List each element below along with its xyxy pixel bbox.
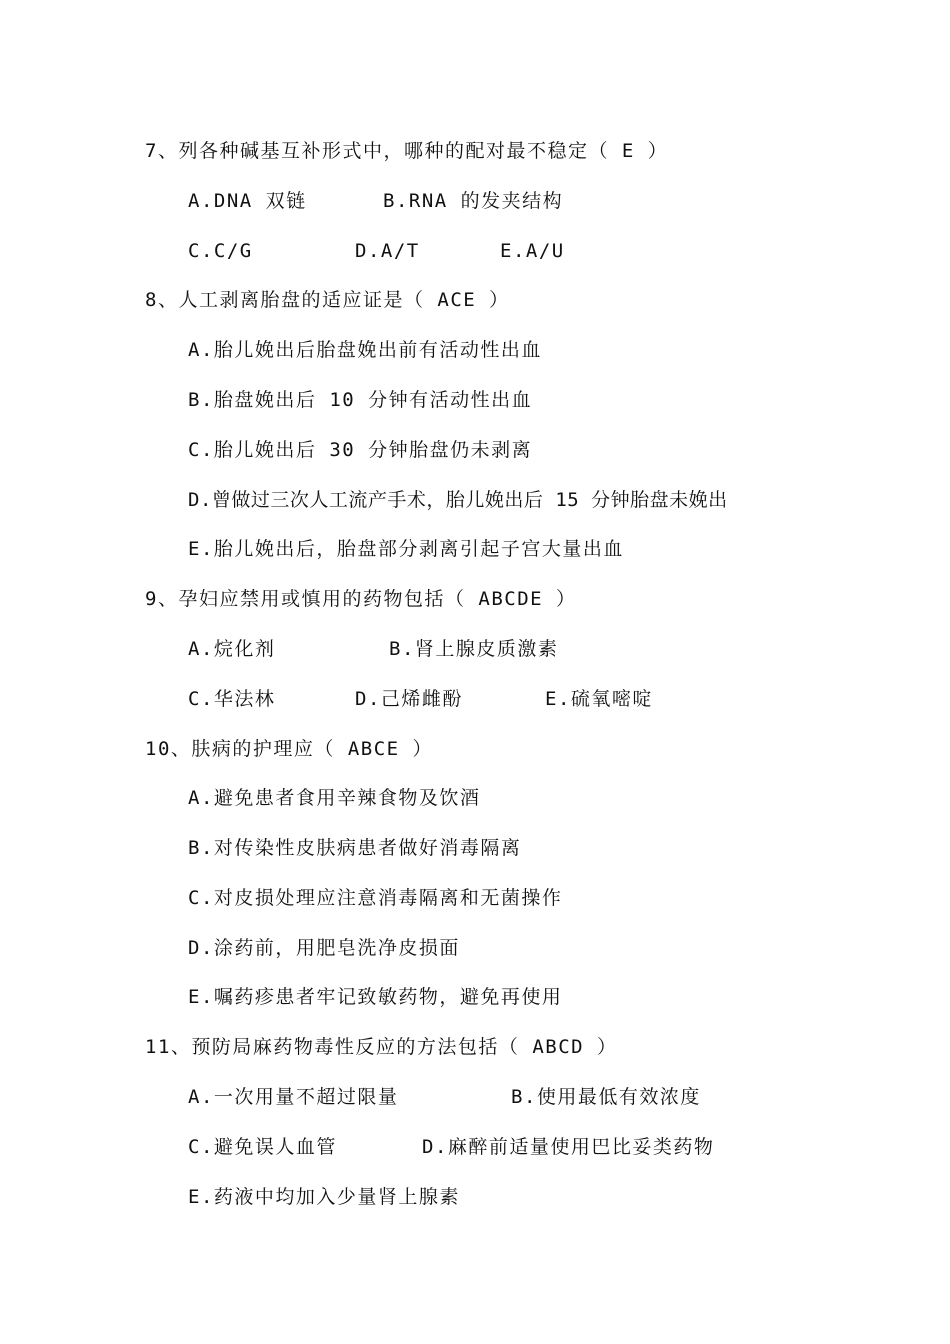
question-7-option-e: E.A/U — [500, 240, 565, 262]
question-8-option-a: A.胎儿娩出后胎盘娩出前有活动性出血 — [188, 339, 542, 361]
question-9-option-a: A.烷化剂 — [188, 638, 276, 660]
question-10-option-e: E.嘱药疹患者牢记致敏药物，避免再使用 — [188, 986, 563, 1008]
question-7-option-a: A.DNA 双链 — [188, 190, 307, 212]
question-11-option-b: B.使用最低有效浓度 — [511, 1086, 701, 1108]
question-11-option-e: E.药液中均加入少量肾上腺素 — [188, 1186, 460, 1208]
question-7-stem: 7、列各种碱基互补形式中，哪种的配对最不稳定（ E ） — [145, 140, 669, 162]
question-8-option-c: C.胎儿娩出后 30 分钟胎盘仍未剥离 — [188, 439, 533, 461]
question-11-option-c: C.避免误人血管 — [188, 1136, 337, 1158]
question-8-option-d: D.曾做过三次人工流产手术，胎儿娩出后 15 分钟胎盘未娩出 — [188, 489, 728, 511]
question-10-option-d: D.涂药前，用肥皂洗净皮损面 — [188, 937, 460, 959]
question-7-option-c: C.C/G — [188, 240, 253, 262]
question-8-stem: 8、人工剥离胎盘的适应证是（ ACE ） — [145, 289, 510, 311]
question-9-option-d: D.己烯雌酚 — [355, 688, 463, 710]
question-10-option-b: B.对传染性皮肤病患者做好消毒隔离 — [188, 837, 522, 859]
question-11-stem: 11、预防局麻药物毒性反应的方法包括（ ABCD ） — [145, 1036, 618, 1058]
question-11-option-d: D.麻醉前适量使用巴比妥类药物 — [422, 1136, 715, 1158]
question-10-option-c: C.对皮损处理应注意消毒隔离和无菌操作 — [188, 887, 563, 909]
question-8-option-e: E.胎儿娩出后，胎盘部分剥离引起子宫大量出血 — [188, 538, 624, 560]
question-9-option-b: B.肾上腺皮质激素 — [389, 638, 559, 660]
question-9-stem: 9、孕妇应禁用或慎用的药物包括（ ABCDE ） — [145, 588, 577, 610]
question-11-option-a: A.一次用量不超过限量 — [188, 1086, 399, 1108]
question-7-option-b: B.RNA 的发夹结构 — [383, 190, 564, 212]
question-9-option-c: C.华法林 — [188, 688, 276, 710]
question-8-option-b: B.胎盘娩出后 10 分钟有活动性出血 — [188, 389, 533, 411]
question-9-option-e: E.硫氧嘧啶 — [545, 688, 653, 710]
question-10-option-a: A.避免患者食用辛辣食物及饮酒 — [188, 787, 481, 809]
question-7-option-d: D.A/T — [355, 240, 420, 262]
question-10-stem: 10、肤病的护理应（ ABCE ） — [145, 738, 434, 760]
